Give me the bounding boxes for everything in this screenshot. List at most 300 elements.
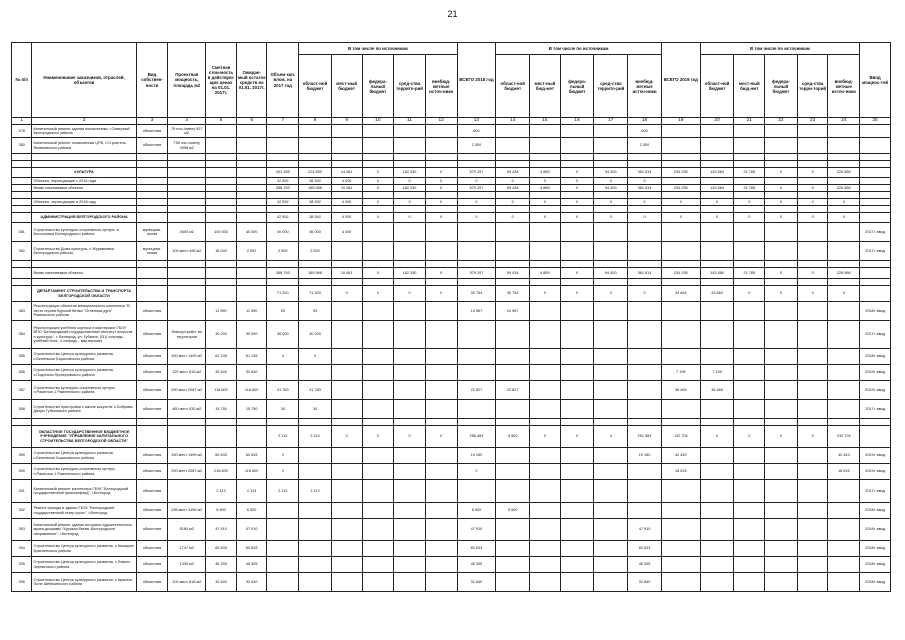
column-number: 5 — [206, 118, 237, 125]
table-cell — [236, 192, 267, 199]
table-cell — [797, 223, 828, 242]
table-cell: 42 443 — [828, 448, 860, 464]
table-cell — [394, 419, 426, 426]
table-cell — [700, 541, 734, 557]
table-cell — [425, 242, 457, 261]
table-cell — [797, 400, 828, 419]
table-cell — [12, 185, 32, 192]
table-cell — [267, 503, 299, 519]
table-cell: 384 — [12, 321, 32, 349]
table-cell — [765, 541, 798, 557]
column-number: 16 — [560, 118, 594, 125]
table-row — [12, 223, 891, 242]
table-cell — [860, 168, 891, 178]
table-cell — [765, 161, 798, 168]
table-row — [12, 480, 891, 503]
table-cell — [860, 185, 891, 192]
table-cell: 162 330 — [394, 185, 426, 192]
table-cell — [168, 168, 206, 178]
table-cell: 2018г. ввод — [860, 349, 891, 365]
column-number: 24 — [828, 118, 860, 125]
table-cell — [661, 302, 700, 321]
table-cell: 40 000 — [267, 223, 299, 242]
investment-table — [11, 42, 891, 592]
table-cell — [362, 519, 394, 541]
header-territory-funds: сред-ства террито-рий — [394, 55, 426, 118]
table-cell: 22 827 — [457, 381, 496, 400]
table-cell: 389 — [12, 448, 32, 464]
table-cell: 0 — [560, 178, 594, 185]
table-cell: 0 — [457, 199, 496, 206]
table-cell: 94 400 — [594, 168, 628, 178]
table-cell — [267, 138, 299, 154]
object-name-cell — [32, 192, 136, 199]
table-cell — [628, 321, 662, 349]
table-cell — [267, 365, 299, 381]
table-cell: 388 — [12, 400, 32, 419]
table-cell — [530, 400, 561, 419]
table-cell — [362, 206, 394, 213]
table-cell — [661, 154, 700, 161]
table-cell — [560, 161, 594, 168]
table-cell: 600 — [628, 125, 662, 138]
object-name-cell: Капитальный ремонт кинотеатра ГБУК "Белгородский государственный фильмофонд", г.Белгород — [32, 480, 136, 503]
table-cell — [394, 279, 426, 286]
table-cell: 2019г. ввод — [860, 381, 891, 400]
table-cell: 2 113 — [267, 426, 299, 448]
table-cell — [425, 192, 457, 199]
table-cell — [425, 480, 457, 503]
table-cell — [394, 192, 426, 199]
table-cell: 4 000 — [331, 199, 362, 206]
table-cell — [628, 400, 662, 419]
table-cell — [394, 557, 426, 573]
table-cell: 162 330 — [394, 268, 426, 279]
table-cell: 2600 м2 — [168, 223, 206, 242]
table-cell: областная — [136, 365, 168, 381]
header-sources-group-3: В том числе по источникам — [700, 43, 859, 55]
table-cell — [425, 519, 457, 541]
table-row — [12, 419, 891, 426]
header-sources-group-1: В том числе по источникам — [299, 43, 457, 55]
table-cell — [860, 213, 891, 223]
table-cell: 120 мест 818 м2 — [168, 365, 206, 381]
object-name-cell: Ремонт фасада в здании ГБУК "Белгородский государственный театр кукол", г.Белгород — [32, 503, 136, 519]
table-cell: 94 400 — [594, 268, 628, 279]
table-cell — [12, 261, 32, 268]
table-cell — [530, 242, 561, 261]
table-cell — [425, 161, 457, 168]
table-cell: 0 — [628, 286, 662, 302]
table-cell — [628, 365, 662, 381]
table-cell — [206, 161, 237, 168]
table-cell: 6 500 — [236, 503, 267, 519]
table-cell — [860, 154, 891, 161]
table-cell — [700, 125, 734, 138]
header-total-2018: ВСЕГО 2018 год — [457, 43, 496, 118]
table-cell — [700, 223, 734, 242]
table-cell — [267, 557, 299, 573]
table-cell — [496, 125, 530, 138]
column-number: 15 — [530, 118, 561, 125]
table-cell — [299, 279, 332, 286]
table-cell: 0 — [331, 286, 362, 302]
table-cell — [362, 125, 394, 138]
column-number: 23 — [797, 118, 828, 125]
table-cell — [828, 419, 860, 426]
table-cell — [496, 541, 530, 557]
table-cell: 390 — [12, 464, 32, 480]
table-cell — [700, 242, 734, 261]
table-cell — [457, 154, 496, 161]
table-cell — [661, 161, 700, 168]
table-cell — [734, 321, 765, 349]
table-cell — [136, 192, 168, 199]
table-cell — [797, 480, 828, 503]
table-cell — [661, 519, 700, 541]
table-cell — [236, 138, 267, 154]
table-cell — [700, 400, 734, 419]
table-cell — [797, 192, 828, 199]
table-cell: 234 035 — [661, 185, 700, 192]
table-cell — [797, 154, 828, 161]
table-cell — [797, 448, 828, 464]
table-cell — [496, 573, 530, 592]
object-name-cell: Строительство Центра культурного развития, с.Красное Поле Шебекинского района — [32, 573, 136, 592]
table-cell: 2 113 — [299, 480, 332, 503]
column-number: 10 — [362, 118, 394, 125]
table-cell — [700, 419, 734, 426]
table-cell — [362, 381, 394, 400]
table-cell: 0 — [425, 268, 457, 279]
table-cell — [12, 192, 32, 199]
object-name-cell: Строительство культурно-спортивного центра, п.Ракитное-1 Ракитянского района — [32, 464, 136, 480]
table-cell — [661, 223, 700, 242]
table-cell — [594, 242, 628, 261]
table-cell: 2019г. ввод — [860, 464, 891, 480]
table-cell — [560, 400, 594, 419]
table-cell — [594, 125, 628, 138]
table-cell — [362, 480, 394, 503]
table-cell — [425, 223, 457, 242]
table-cell — [828, 557, 860, 573]
table-cell — [560, 321, 594, 349]
table-cell: 38 592 — [299, 178, 332, 185]
header-n: № п/п — [12, 43, 32, 118]
table-cell — [236, 213, 267, 223]
table-cell: 30 000 — [299, 321, 332, 349]
table-cell — [168, 192, 206, 199]
table-cell: 387 — [12, 381, 32, 400]
table-cell — [765, 192, 798, 199]
table-cell — [168, 199, 206, 206]
table-cell — [331, 557, 362, 573]
table-body — [12, 118, 891, 592]
table-cell: 30 640 — [206, 365, 237, 381]
table-cell — [560, 519, 594, 541]
table-cell: 18 515 — [661, 464, 700, 480]
table-cell — [594, 261, 628, 268]
column-number: 19 — [661, 118, 700, 125]
table-cell: 15 750 — [206, 400, 237, 419]
table-cell: 0 — [828, 286, 860, 302]
table-cell: 750 пос./смену 4998 м2 — [168, 138, 206, 154]
table-cell — [797, 242, 828, 261]
table-cell — [362, 138, 394, 154]
table-cell — [530, 541, 561, 557]
column-number: 22 — [765, 118, 798, 125]
table-cell — [628, 503, 662, 519]
table-cell — [168, 426, 206, 448]
table-cell — [797, 365, 828, 381]
table-row — [12, 321, 891, 349]
table-cell — [797, 178, 828, 185]
table-cell — [12, 268, 32, 279]
object-name-cell: Строительство Центра культурного развития, с.Казацкое Красненского района — [32, 541, 136, 557]
object-name-cell: Капитальный ремонт здания историко-художественного музея-диорамы "Курская битва. Белгородское направление", г.Белгород — [32, 519, 136, 541]
table-cell — [700, 349, 734, 365]
table-cell — [362, 448, 394, 464]
column-number: 17 — [594, 118, 628, 125]
table-cell — [734, 192, 765, 199]
table-cell — [765, 573, 798, 592]
table-cell — [136, 261, 168, 268]
table-cell: 143 684 — [700, 185, 734, 192]
table-cell: 600 — [457, 125, 496, 138]
table-cell: 226 566 — [828, 268, 860, 279]
table-cell — [765, 503, 798, 519]
table-cell: 5184 м2 — [168, 519, 206, 541]
table-cell — [331, 365, 362, 381]
table-cell — [560, 541, 594, 557]
header-capacity: Проектная мощность, площадь м2 — [168, 43, 206, 118]
table-cell — [267, 279, 299, 286]
table-cell — [136, 213, 168, 223]
table-cell — [734, 400, 765, 419]
table-cell: муниципа-льная — [136, 242, 168, 261]
table-cell: 36 465 — [700, 381, 734, 400]
object-name-cell — [32, 261, 136, 268]
table-cell — [168, 279, 206, 286]
table-cell — [236, 161, 267, 168]
table-cell: 32 640 — [628, 573, 662, 592]
table-cell — [661, 349, 700, 365]
table-cell: 2 000 — [628, 138, 662, 154]
table-cell — [828, 161, 860, 168]
table-cell — [267, 519, 299, 541]
table-cell — [661, 138, 700, 154]
table-cell — [797, 573, 828, 592]
table-cell — [661, 242, 700, 261]
table-cell: 0 — [594, 213, 628, 223]
table-cell — [331, 573, 362, 592]
table-cell — [765, 154, 798, 161]
table-cell — [425, 557, 457, 573]
table-cell — [299, 541, 332, 557]
table-cell — [594, 519, 628, 541]
table-cell — [331, 381, 362, 400]
table-cell — [530, 302, 561, 321]
table-cell — [267, 154, 299, 161]
table-cell — [206, 419, 237, 426]
table-cell — [765, 261, 798, 268]
object-name-cell — [32, 161, 136, 168]
table-cell — [765, 321, 798, 349]
table-cell — [206, 168, 237, 178]
table-cell — [168, 261, 206, 268]
table-cell: 4 889 — [530, 185, 561, 192]
table-cell — [560, 206, 594, 213]
table-cell: областная — [136, 519, 168, 541]
table-cell — [168, 161, 206, 168]
table-cell — [765, 419, 798, 426]
table-cell — [661, 125, 700, 138]
table-cell: 0 — [425, 199, 457, 206]
table-cell: 42 592 — [267, 199, 299, 206]
table-cell: областная — [136, 503, 168, 519]
table-cell — [136, 286, 168, 302]
table-cell — [457, 349, 496, 365]
table-cell — [560, 125, 594, 138]
table-cell — [496, 279, 530, 286]
table-cell: 361 614 — [628, 268, 662, 279]
object-name-cell: Строительство Центра культурного развития, с.Ловчее Чернянского района — [32, 557, 136, 573]
table-cell — [236, 286, 267, 302]
table-cell — [425, 125, 457, 138]
table-cell: 19 180 — [628, 448, 662, 464]
table-cell — [628, 242, 662, 261]
table-cell — [661, 503, 700, 519]
table-cell — [394, 349, 426, 365]
table-cell — [661, 279, 700, 286]
table-cell — [457, 206, 496, 213]
table-cell — [828, 192, 860, 199]
table-cell — [168, 286, 206, 302]
table-cell — [299, 365, 332, 381]
table-cell — [331, 161, 362, 168]
table-cell: 0 — [362, 286, 394, 302]
object-name-cell: КУЛЬТУРА — [32, 168, 136, 178]
table-cell — [331, 480, 362, 503]
table-cell: 43 664 — [661, 286, 700, 302]
table-cell: 132 704 — [661, 426, 700, 448]
table-cell: 59 434 — [496, 168, 530, 178]
table-cell — [628, 154, 662, 161]
table-cell — [206, 125, 237, 138]
table-cell — [457, 279, 496, 286]
table-cell: 0 — [425, 213, 457, 223]
table-cell: 0 — [362, 168, 394, 178]
header-regional-budget: област-ной бюджет — [299, 55, 332, 118]
table-cell: областная — [136, 557, 168, 573]
table-row — [12, 279, 891, 286]
header-local-budget: мест-ный бюд-жет — [530, 55, 561, 118]
table-cell: 30 754 — [457, 286, 496, 302]
table-cell — [425, 541, 457, 557]
table-cell — [734, 557, 765, 573]
table-cell — [797, 125, 828, 138]
table-cell — [734, 302, 765, 321]
table-cell: 2018г. ввод — [860, 541, 891, 557]
table-cell: 0 — [797, 213, 828, 223]
table-cell — [700, 261, 734, 268]
table-cell — [331, 321, 362, 349]
table-cell — [700, 154, 734, 161]
table-cell — [168, 268, 206, 279]
table-cell — [560, 503, 594, 519]
table-cell — [457, 242, 496, 261]
table-cell — [136, 154, 168, 161]
table-cell: областная — [136, 302, 168, 321]
table-cell: 0 — [828, 213, 860, 223]
table-cell: 71 920 — [267, 286, 299, 302]
table-cell — [331, 261, 362, 268]
table-cell: 21 785 — [734, 185, 765, 192]
table-cell: 32 640 — [457, 573, 496, 592]
table-cell — [828, 573, 860, 592]
table-cell: 200 мест 2087 м2 — [168, 464, 206, 480]
table-cell — [206, 261, 237, 268]
table-cell — [496, 448, 530, 464]
table-cell — [299, 419, 332, 426]
table-cell — [860, 199, 891, 206]
table-cell — [496, 365, 530, 381]
table-cell: 0 — [628, 178, 662, 185]
table-cell: 0 — [394, 426, 426, 448]
table-cell: 393 — [12, 519, 32, 541]
table-cell — [560, 464, 594, 480]
table-cell: 0 — [765, 426, 798, 448]
table-cell — [236, 178, 267, 185]
table-cell — [828, 261, 860, 268]
table-cell: 0 — [394, 199, 426, 206]
column-number: 14 — [496, 118, 530, 125]
table-cell — [661, 557, 700, 573]
table-cell — [425, 400, 457, 419]
table-cell — [299, 573, 332, 592]
table-cell: 0 — [267, 464, 299, 480]
table-cell — [797, 261, 828, 268]
table-cell — [394, 138, 426, 154]
object-name-cell: Строительство Центра культурного развития, с.Подольхи Прохоровского района — [32, 365, 136, 381]
table-row — [12, 185, 891, 192]
table-cell — [661, 419, 700, 426]
table-cell — [828, 400, 860, 419]
table-cell: 38 592 — [299, 199, 332, 206]
table-cell: 391 — [12, 480, 32, 503]
table-cell — [560, 279, 594, 286]
table-cell — [734, 261, 765, 268]
table-cell: 42 443 — [661, 448, 700, 464]
table-cell: 251 983 — [628, 426, 662, 448]
table-cell — [331, 125, 362, 138]
table-cell: 10 967 — [496, 302, 530, 321]
table-cell — [299, 519, 332, 541]
table-cell — [236, 199, 267, 206]
table-cell — [765, 480, 798, 503]
table-cell: 43 664 — [700, 286, 734, 302]
table-cell: 2018г. ввод — [860, 573, 891, 592]
table-cell — [425, 349, 457, 365]
table-cell — [362, 464, 394, 480]
table-cell — [797, 161, 828, 168]
table-cell: 2 113 — [206, 480, 237, 503]
table-cell: 46 305 — [206, 557, 237, 573]
table-cell: 0 — [797, 168, 828, 178]
table-cell — [828, 242, 860, 261]
table-cell — [267, 161, 299, 168]
table-cell: 0 — [765, 213, 798, 223]
